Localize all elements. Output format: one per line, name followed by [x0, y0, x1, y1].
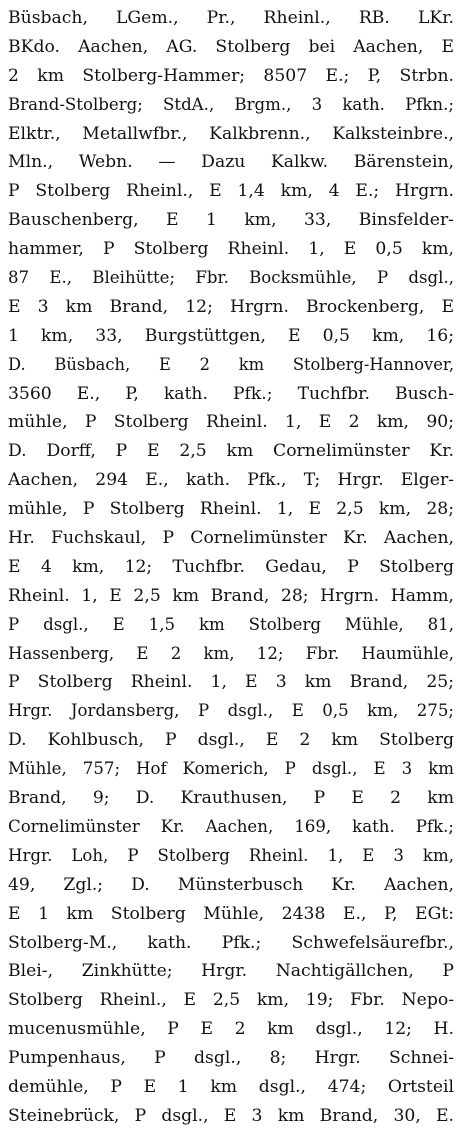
entry-line: mucenusmühle, P E 2 km dsgl., 12; H.: [8, 1019, 454, 1040]
entry-line: Steinebrück, P dsgl., E 3 km Brand, 30, E.: [8, 1105, 454, 1126]
entry-line: 49, Zgl.; D. Münsterbusch Kr. Aachen,: [8, 874, 454, 895]
entry-line: 1 km, 33, Burgstüttgen, E 0,5 km, 16;: [8, 325, 454, 346]
entry-line: mühle, P Stolberg Rheinl. 1, E 2 km, 90;: [8, 412, 454, 433]
entry-line: 3560 E., P, kath. Pfk.; Tuchfbr. Busch-: [8, 383, 454, 404]
entry-line: Rheinl. 1, E 2,5 km Brand, 28; Hrgrn. Hamm,: [8, 585, 454, 606]
entry-line: P Stolberg Rheinl., E 1,4 km, 4 E.; Hrgrn.: [8, 181, 454, 202]
entry-line: Blei-, Zinkhütte; Hrgr. Nachtigällchen, P: [8, 961, 454, 982]
entry-line: D. Dorff, P E 2,5 km Cornelimünster Kr.: [8, 441, 454, 462]
entry-line: Brand, 9; D. Krauthusen, P E 2 km: [8, 788, 454, 809]
entry-line: Stolberg-M., kath. Pfk.; Schwefelsäurefbr.,: [8, 932, 454, 953]
entry-line: Cornelimünster Kr. Aachen, 169, kath. Pfk.;: [8, 816, 454, 836]
entry-line: Hassenberg, E 2 km, 12; Fbr. Haumühle,: [8, 643, 454, 663]
entry-line: D. Büsbach, E 2 km Stolberg-Hannover,: [8, 354, 454, 374]
entry-line: Mln., Webn. — Dazu Kalkw. Bärenstein,: [8, 152, 454, 173]
entry-line: Hr. Fuchskaul, P Cornelimünster Kr. Aachen,: [8, 528, 454, 549]
entry-line: 2 km Stolberg-Hammer; 8507 E.; P, Strbn.: [8, 65, 454, 86]
entry-line: E 4 km, 12; Tuchfbr. Gedau, P Stolberg: [8, 556, 454, 577]
entry-line: BKdo. Aachen, AG. Stolberg bei Aachen, E: [8, 36, 454, 57]
entry-line: mühle, P Stolberg Rheinl. 1, E 2,5 km, 28;: [8, 499, 454, 520]
entry-line: Stolberg Rheinl., E 2,5 km, 19; Fbr. Nepo-: [8, 990, 454, 1011]
entry-line: Aachen, 294 E., kath. Pfk., T; Hrgr. Elger-: [8, 470, 454, 491]
entry-line: demühle, P E 1 km dsgl., 474; Ortsteil: [8, 1076, 454, 1097]
entry-line: Büsbach, LGem., Pr., Rheinl., RB. LKr.: [8, 8, 454, 28]
entry-line: Hrgr. Loh, P Stolberg Rheinl. 1, E 3 km,: [8, 845, 454, 865]
entry-line: 87 E., Bleihütte; Fbr. Bocksmühle, P dsgl.,: [8, 268, 454, 288]
entry-line: E 3 km Brand, 12; Hrgrn. Brockenberg, E: [8, 296, 454, 317]
entry-line: Pumpenhaus, P dsgl., 8; Hrgr. Schnei-: [8, 1048, 454, 1069]
entry-line: E 1 km Stolberg Mühle, 2438 E., P, EGt:: [8, 903, 454, 924]
entry-line: D. Kohlbusch, P dsgl., E 2 km Stolberg: [8, 730, 454, 751]
entry-line: P dsgl., E 1,5 km Stolberg Mühle, 81,: [8, 614, 454, 634]
entry-line: P Stolberg Rheinl. 1, E 3 km Brand, 25;: [8, 672, 454, 693]
entry-line: Hrgr. Jordansberg, P dsgl., E 0,5 km, 275;: [8, 701, 454, 721]
entry-line: Mühle, 757; Hof Komerich, P dsgl., E 3 km: [8, 759, 454, 779]
entry-line: Elktr., Metallwfbr., Kalkbrenn., Kalksteinbre.,: [8, 123, 454, 144]
entry-line: hammer, P Stolberg Rheinl. 1, E 0,5 km,: [8, 239, 454, 260]
entry-line: Bauschenberg, E 1 km, 33, Binsfelder-: [8, 210, 454, 231]
entry-line: Brand-Stolberg; StdA., Brgm., 3 kath. Pfkn.;: [8, 94, 454, 114]
